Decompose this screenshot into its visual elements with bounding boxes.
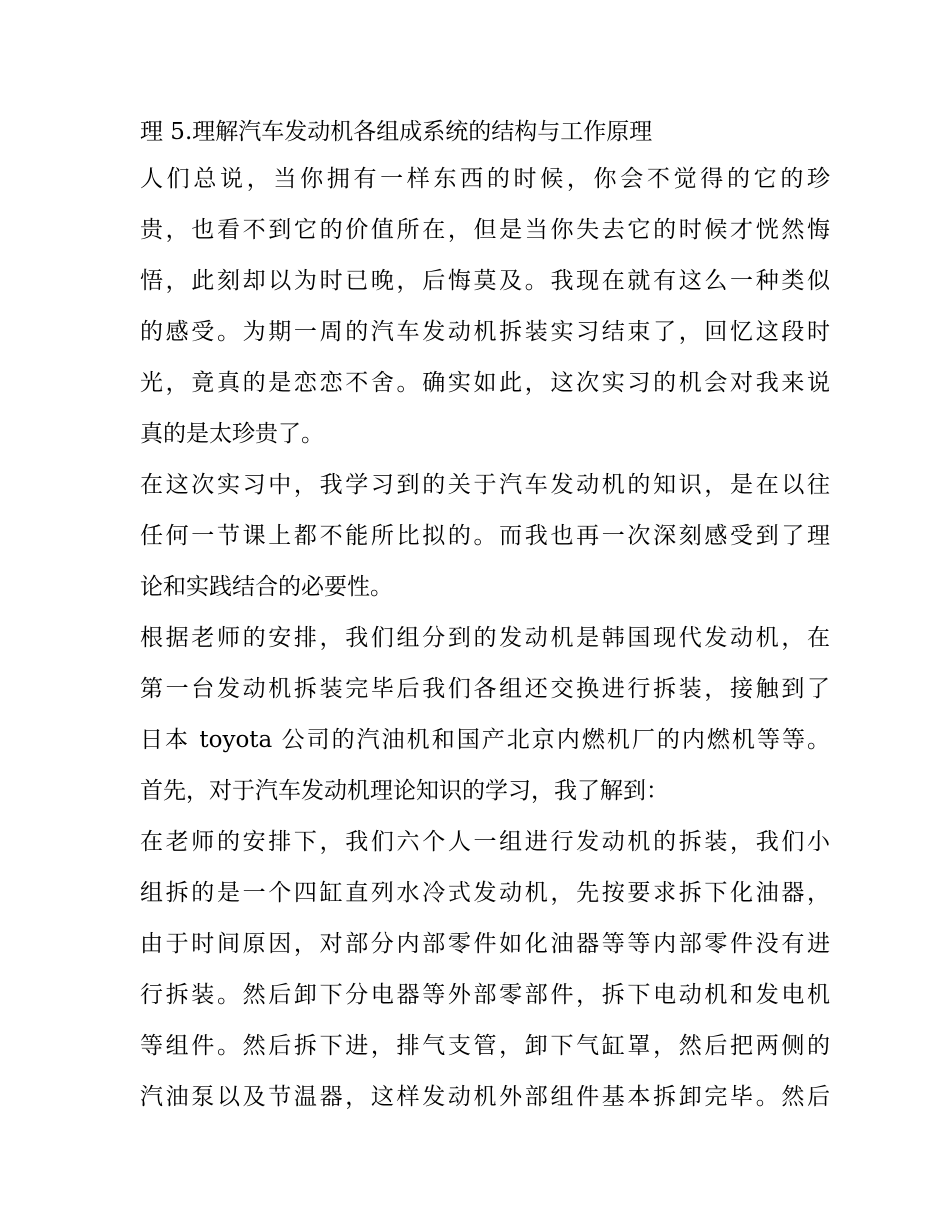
document-body: [140, 107, 830, 1123]
text-line: 任何一节课上都不能所比拟的。而我也再一次深刻感受到了理: [140, 523, 830, 549]
text-line: 行拆装。然后卸下分电器等外部零部件，拆下电动机和发电机: [140, 982, 830, 1008]
text-line: 的感受。为期一周的汽车发动机拆装实习结束了，回忆这段时: [140, 319, 830, 345]
text-line: 人们总说，当你拥有一样东西的时候，你会不觉得的它的珍: [140, 166, 830, 192]
text-line: 汽油泵以及节温器，这样发动机外部组件基本拆卸完毕。然后: [140, 1084, 830, 1110]
text-line: 由于时间原因，对部分内部零件如化油器等等内部零件没有进: [140, 931, 830, 957]
text-line: 根据老师的安排，我们组分到的发动机是韩国现代发动机，在: [140, 625, 830, 651]
text-line: 第一台发动机拆装完毕后我们各组还交换进行拆装，接触到了: [140, 676, 830, 702]
text-line: 日本 toyota 公司的汽油机和国产北京内燃机厂的内燃机等等。: [140, 727, 830, 753]
text-line: 论和实践结合的必要性。: [140, 574, 393, 600]
text-line: 等组件。然后拆下进，排气支管，卸下气缸罩，然后把两侧的: [140, 1033, 830, 1059]
text-line: 组拆的是一个四缸直列水冷式发动机，先按要求拆下化油器，: [140, 880, 830, 906]
section-heading: 理 5.理解汽车发动机各组成系统的结构与工作原理: [140, 119, 653, 145]
text-line: 光，竟真的是恋恋不舍。确实如此，这次实习的机会对我来说: [140, 370, 830, 396]
text-line: 贵，也看不到它的价值所在，但是当你失去它的时候才恍然悔: [140, 217, 830, 243]
text-line: 首先，对于汽车发动机理论知识的学习，我了解到：: [140, 778, 669, 804]
text-line: 悟，此刻却以为时已晚，后悔莫及。我现在就有这么一种类似: [140, 268, 830, 294]
text-line: 在这次实习中，我学习到的关于汽车发动机的知识，是在以往: [140, 472, 830, 498]
text-line: 在老师的安排下，我们六个人一组进行发动机的拆装，我们小: [140, 829, 830, 855]
text-line: 真的是太珍贵了。: [140, 421, 324, 447]
